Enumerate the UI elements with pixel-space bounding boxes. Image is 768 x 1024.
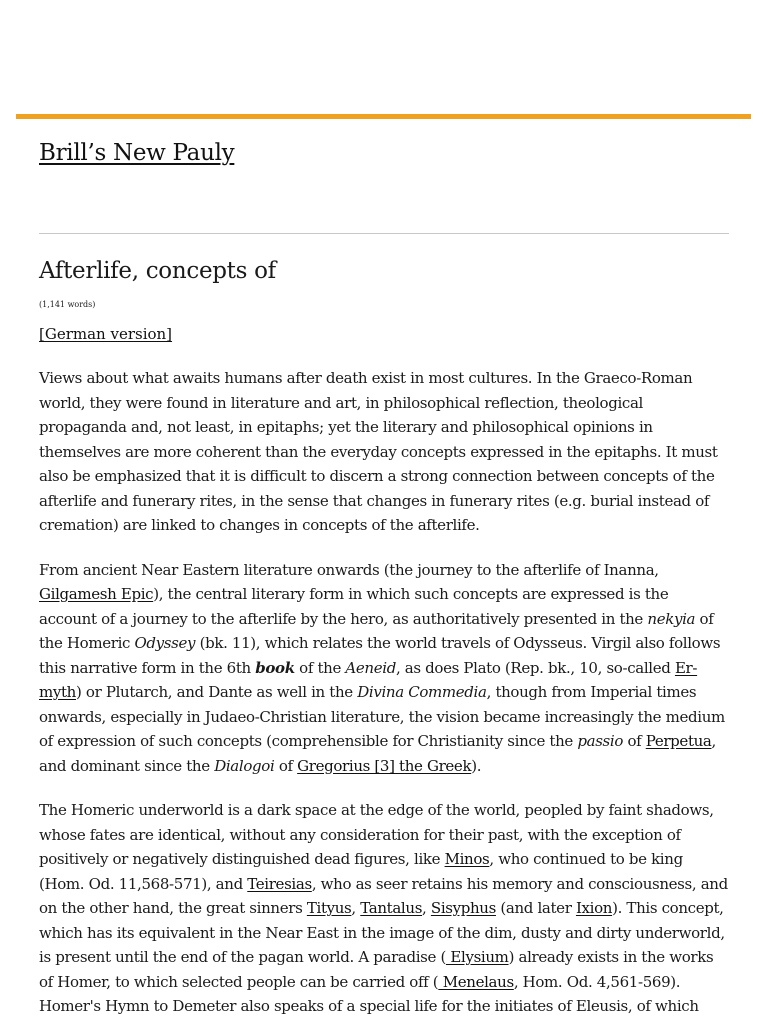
italic-text: nekyia (647, 609, 696, 628)
cross-reference-link[interactable]: Teiresias (247, 874, 312, 893)
text-run: , who continued to be king (Hom. Od. 11,568-571), and (39, 850, 683, 893)
italic-text: Aeneid (345, 658, 396, 677)
italic-text: Dialogoi (214, 756, 275, 775)
word-count: (1,141 words) (39, 300, 96, 309)
italic-text: passio (577, 732, 624, 750)
text-run: of the (294, 658, 346, 677)
cross-reference-link[interactable]: Ixion (575, 899, 613, 917)
cross-reference-link[interactable]: Tantalus (360, 899, 423, 917)
text-run: ) or Plutarch, and Dante as well in the (76, 683, 358, 701)
italic-text: Divina Commedia (357, 683, 487, 701)
article (39, 254, 729, 1019)
paragraph-3 (39, 798, 729, 1019)
german-version-row (39, 324, 729, 344)
cross-reference-link[interactable]: Elysium (445, 948, 509, 966)
text-run: ), the central literary form in which such concepts are expressed is the account of a journey to the afterlife by the hero, as authoritatively presented in the (39, 585, 669, 628)
text-run: Views about what awaits humans after death exist in most cultures. In the Graeco-Roman world, they were found in literature and art, in philosophical reflection, theological propaganda and, not least, in epitaphs; yet the literary and philosophical opinions in themselves are more coherent than the everyday concepts expressed in the epitaphs. It must also be emphasized that it is difficult to discern a strong connection between concepts of the afterlife and funerary rites, in the sense that changes in funerary rites (e.g. burial instead of cremation) are linked to changes in concepts of the afterlife. (39, 369, 718, 534)
site-title-link[interactable]: Brill’s New Pauly (39, 140, 235, 166)
cross-reference-link[interactable]: Gregorius [3] the Greek (297, 756, 472, 775)
text-run: The Homeric underworld is a dark space at the edge of the world, peopled by faint shadows, whose fates are identical, without any consideration for their past, with the exception of positively or negatively distinguished dead figures, like (39, 801, 714, 868)
text-run: , (422, 899, 431, 917)
cross-reference-link[interactable]: Gilgamesh Epic (39, 585, 154, 603)
paragraph-1 (39, 366, 729, 538)
cross-reference-link[interactable]: Tityus (306, 899, 352, 917)
text-run: (bk. 11), which relates the world travels of Odysseus. Virgil also follows this narrative form in the 6th (39, 634, 721, 677)
text-run: , as does Plato (Rep. bk., 10, so-called (395, 658, 675, 677)
text-run: , though from Imperial times onwards, especially in Judaeo-Christian literature, the vision became increasingly the medium of expression of such concepts (comprehensible for Christianity since the (39, 683, 725, 750)
cross-reference-link[interactable]: Er-myth (39, 658, 698, 701)
text-run: , Hom. Od. 4,561-569). Homer's Hymn to Demeter also speaks of a special life for the initiates of Eleusis, of which (39, 972, 699, 1015)
text-run: ). This concept, which has its equivalent in the Near East in the image of the dim, dusty and dirty underworld, is present until the end of the pagan world. A paradise ( (39, 899, 725, 966)
text-run: , (351, 899, 361, 917)
text-run: , who as seer retains his memory and consciousness, and on the other hand, the great sinners (39, 874, 728, 917)
emphasized-text: book (255, 658, 295, 677)
text-run: From ancient Near Eastern literature onwards (the journey to the afterlife of Inanna, (39, 560, 659, 579)
text-run: , and dominant since the (39, 732, 716, 775)
text-run: of (274, 756, 298, 775)
cross-reference-link[interactable]: Menelaus (438, 972, 514, 991)
cross-reference-link[interactable]: Perpetua (645, 732, 712, 750)
header-accent-bar (16, 114, 751, 119)
text-run: (and later (495, 899, 576, 917)
text-run: ) already exists in the works of Homer, to which selected people can be carried off ( (39, 948, 714, 991)
article-title: Afterlife, concepts of (39, 258, 276, 284)
text-run: of (623, 732, 646, 750)
german-version-link[interactable]: [German version] (39, 325, 173, 343)
text-run: ). (471, 756, 482, 775)
cross-reference-link[interactable]: Sisyphus (430, 899, 496, 917)
cross-reference-link[interactable]: Minos (444, 850, 490, 868)
italic-text: Odyssey (134, 634, 196, 652)
text-run: of the Homeric (39, 609, 714, 652)
header-divider (39, 233, 729, 234)
paragraph-2 (39, 558, 729, 779)
